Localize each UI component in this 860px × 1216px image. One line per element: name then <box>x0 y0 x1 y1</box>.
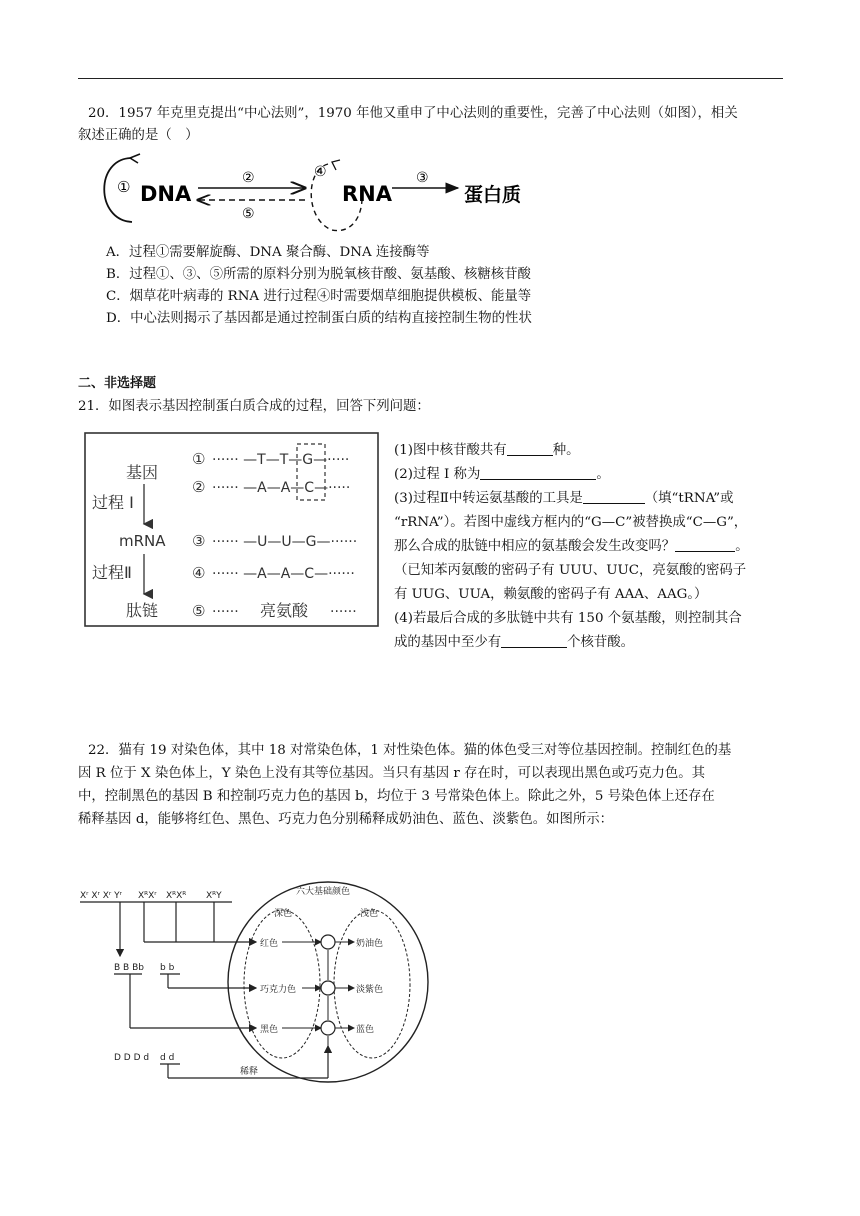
genotype-xr-group: Xʳ Xʳ Xʳ Yʳ <box>80 891 122 901</box>
label-rna: RNA <box>342 182 392 206</box>
genotype-dd: D D D d <box>114 1053 150 1063</box>
q21-sub3-line2: “rRNA”）。若图中虚线方框内的“G—C”被替换成“C—G”， <box>394 515 748 530</box>
q21-sub3-line5: 有 UUG、UUA，赖氨酸的密码子有 AAA、AAG。） <box>394 587 708 602</box>
genotype-xry: XᴿY <box>206 891 222 901</box>
q20-option-c: C．烟草花叶病毒的 RNA 进行过程④时需要烟草细胞提供模板、能量等 <box>106 289 532 304</box>
label-protein: 蛋白质 <box>464 184 522 206</box>
dilute-node-black <box>321 1021 335 1035</box>
genotype-xrxr-het: XᴿXʳ <box>138 891 157 901</box>
q20-option-b: B．过程①、③、⑤所需的原料分别为脱氧核苷酸、氨基酸、核糖核苷酸 <box>106 267 531 282</box>
color-red: 红色 <box>260 939 279 949</box>
row5-dots: ······ <box>212 604 239 620</box>
cat-color-diagram <box>76 876 436 1086</box>
label-process-5: ⑤ <box>242 206 255 222</box>
color-cream: 奶油色 <box>356 939 384 949</box>
central-dogma-diagram <box>100 150 550 240</box>
label-mrna: mRNA <box>119 532 166 550</box>
q22-stem-line1: 22．猫有 19 对染色体，其中 18 对常染色体，1 对性染色体。猫的体色受三对等位基因控制。控制红色的基 <box>88 743 732 758</box>
q20-option-d: D．中心法则揭示了基因都是通过控制蛋白质的结构直接控制生物的性状 <box>106 311 532 326</box>
color-lilac: 淡紫色 <box>356 985 384 995</box>
light-group-ellipse <box>334 910 410 1058</box>
q21-sub3-line4: （已知苯丙氨酸的密码子有 UUU、UUC，亮氨酸的密码子 <box>394 563 747 578</box>
row3-sequence: ······ —U—U—G—······ <box>212 534 358 550</box>
gene-expression-diagram <box>84 432 380 628</box>
row1-sequence: ······ —T—T—G—····· <box>212 452 350 468</box>
color-blue: 蓝色 <box>356 1025 375 1035</box>
dilute-node-red <box>321 935 335 949</box>
q21-stem: 21．如图表示基因控制蛋白质合成的过程，回答下列问题： <box>78 399 430 414</box>
answer-blank-1[interactable] <box>507 441 553 456</box>
genotype-xrxr-hom: XᴿXᴿ <box>166 891 187 901</box>
row2-number: ② <box>192 478 206 496</box>
q22-stem-line4: 稀释基因 d，能够将红色、黑色、巧克力色分别稀释成奶油色、蓝色、淡紫色。如图所示： <box>78 812 614 827</box>
answer-blank-2[interactable] <box>480 465 596 480</box>
label-process-3: ③ <box>416 170 429 186</box>
color-black: 黑色 <box>260 1025 279 1035</box>
row4-sequence: ······ —A—A—C—······ <box>212 566 355 582</box>
q22-stem-line2: 因 R 位于 X 染色体上，Y 染色上没有其等位基因。当只有基因 r 存在时，可以表现出黑色或巧克力色。其 <box>78 766 706 781</box>
q21-sub2: (2)过程 I 称为 。 <box>394 467 610 482</box>
label-gene: 基因 <box>126 463 159 482</box>
label-peptide: 肽链 <box>126 601 159 620</box>
answer-blank-4[interactable] <box>675 537 735 552</box>
q22-stem-line3: 中，控制黑色的基因 B 和控制巧克力色的基因 b，均位于 3 号常染色体上。除此之外，5 号染色体上还存在 <box>78 789 715 804</box>
genotype-bb: B B Bb <box>114 963 144 973</box>
label-process-4: ④ <box>314 164 327 180</box>
q21-sub1: (1)图中核苷酸共有 种。 <box>394 443 580 458</box>
row3-number: ③ <box>192 532 206 550</box>
row5-tail: ······ <box>330 604 357 620</box>
row5-number: ⑤ <box>192 602 206 620</box>
label-process-i: 过程 I <box>92 493 134 512</box>
dilute-node-chocolate <box>321 981 335 995</box>
label-process-1: ① <box>117 178 131 196</box>
label-process-2: ② <box>242 170 255 186</box>
label-dna: DNA <box>140 182 192 206</box>
row2-sequence: ······ —A—A—C—····· <box>212 480 351 496</box>
q21-sub3-line1: (3)过程Ⅱ中转运氨基酸的工具是 （填“tRNA”或 <box>394 491 734 506</box>
dark-group-ellipse <box>244 910 320 1058</box>
label-light: 浅色 <box>360 909 379 919</box>
q20-option-a: A．过程①需要解旋酶、DNA 聚合酶、DNA 连接酶等 <box>106 245 430 260</box>
row4-number: ④ <box>192 564 206 582</box>
section-title: 二、非选择题 <box>78 376 157 391</box>
answer-blank-5[interactable] <box>501 633 567 648</box>
q21-sub4-line2: 成的基因中至少有 个核苷酸。 <box>394 635 635 650</box>
q21-sub4-line1: (4)若最后合成的多肽链中共有 150 个氨基酸，则控制其合 <box>394 611 742 626</box>
row1-number: ① <box>192 450 206 468</box>
label-dilute: 稀释 <box>240 1067 259 1077</box>
row5-amino-acid: 亮氨酸 <box>260 601 309 620</box>
genotype-dd-recessive: d d <box>160 1053 175 1063</box>
q21-sub3-line3: 那么合成的肽链中相应的氨基酸会发生改变吗？ 。 <box>394 539 749 554</box>
q20-stem-line2: 叙述正确的是（ ） <box>78 128 199 143</box>
q20-stem-line1: 20．1957 年克里克提出“中心法则”，1970 年他又重申了中心法则的重要性，完善了中心法则（如图），相关 <box>88 106 738 121</box>
label-dark: 深色 <box>274 909 293 919</box>
header-rule <box>78 78 783 79</box>
label-process-ii: 过程Ⅱ <box>92 563 132 582</box>
circle-title: 六大基础颜色 <box>296 887 351 897</box>
color-chocolate: 巧克力色 <box>260 985 297 995</box>
answer-blank-3[interactable] <box>583 489 645 504</box>
genotype-bb-recessive: b b <box>160 963 175 973</box>
